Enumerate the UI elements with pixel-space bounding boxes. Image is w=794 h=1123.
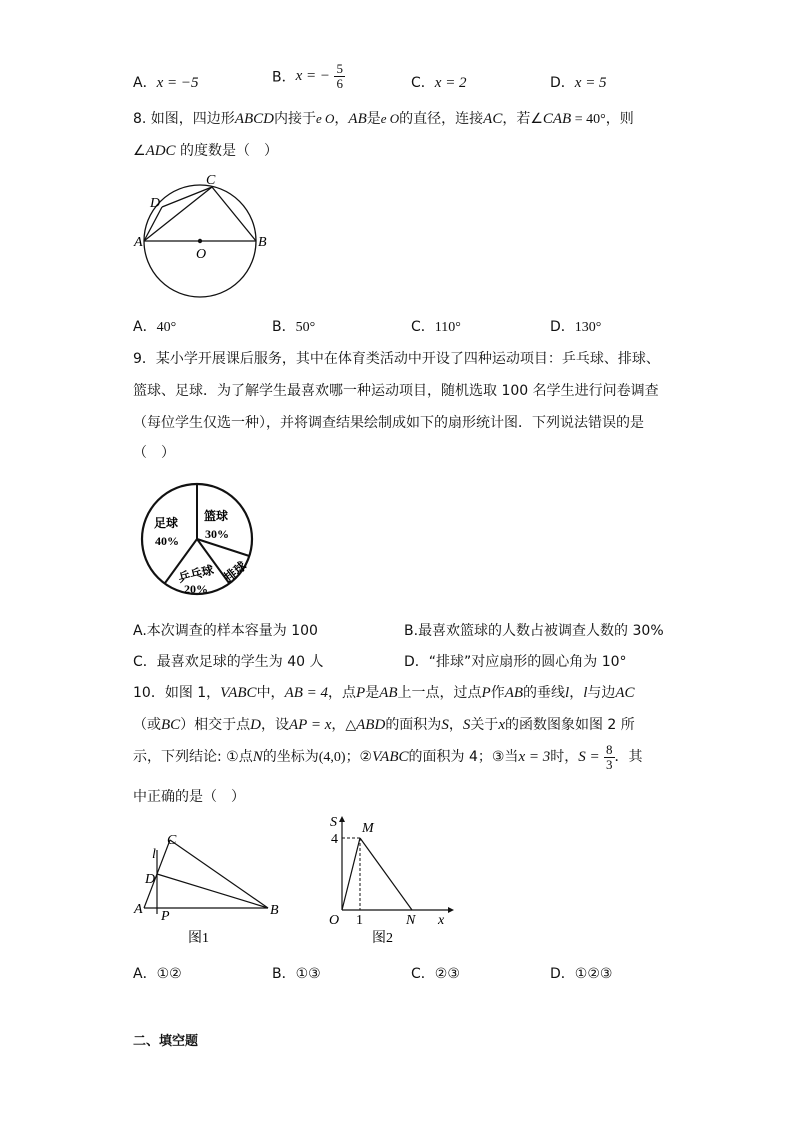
fig1-label-l: l <box>152 847 156 862</box>
fig2-label-x: x <box>438 913 445 928</box>
pie-boundary-排球 <box>197 539 249 556</box>
q7-option-d: D．x = 5 <box>550 75 607 91</box>
pie-label-football: 足球 <box>154 516 179 530</box>
q9-option-a: A.本次调查的样本容量为 100 <box>133 623 318 639</box>
q10-stem-line3: 示，下列结论: ①点N的坐标为(4,0)；②VABC的面积为 4；③当x = 3时，S = $\frac{8}{3}$ ．其 <box>133 741 643 772</box>
q7-option-a: A．x = −5 <box>133 75 199 91</box>
q8-option-d: D．130° <box>550 319 602 335</box>
q9-stem-line4: （ ） <box>133 445 175 461</box>
q8-stem-line1: 8. 如图，四边形ABCD内接于e O，AB是e O的直径，连接AC，若∠CAB = 40°，则 <box>133 111 634 127</box>
q10-option-d: D．①②③ <box>550 966 613 982</box>
fig2-label-1: 1 <box>356 913 363 928</box>
q9-stem-line3: （每位学生仅选一种），并将调查结果绘制成如下的扇形统计图．下列说法错误的是 <box>133 415 644 431</box>
pie-label-pingpong: 乒乓球 <box>176 562 216 586</box>
q9-stem-line2: 篮球、足球．为了解学生最喜欢哪一种运动项目，随机选取 100 名学生进行问卷调查 <box>133 383 659 399</box>
q10-stem-line2: （或BC）相交于点D，设AP = x，△ABD的面积为S，S关于x的函数图象如图 2 所 <box>133 717 635 733</box>
q10-figure-2 <box>320 812 460 950</box>
pie-label-basketball: 篮球 <box>204 509 229 523</box>
fig2-segment-om <box>342 838 360 910</box>
section-title-fill-in: 二、填空题 <box>133 1034 199 1049</box>
q10-option-c: C．②③ <box>411 966 460 982</box>
fig2-x-arrow <box>448 907 454 913</box>
fig2-caption: 图2 <box>372 931 393 946</box>
fig1-label-d: D <box>145 872 156 887</box>
pie-value-pingpong: 20% <box>184 582 208 596</box>
q9-option-b: B.最喜欢篮球的人数占被调查人数的 30% <box>404 623 664 639</box>
fig1-label-a: A <box>134 902 143 917</box>
q8-circle-figure <box>130 172 280 302</box>
fig2-label-s: S <box>330 815 337 830</box>
pie-value-football: 40% <box>155 534 179 548</box>
q8-option-a: A．40° <box>133 319 177 335</box>
q10-stem-line4: 中正确的是（ ） <box>133 789 245 805</box>
fig2-label-m: M <box>362 821 374 836</box>
fig1-label-b: B <box>270 903 279 918</box>
q7-fraction: $\frac{5}{6}$ <box>336 61 343 91</box>
q10-stem-line1: 10．如图 1，VABC中，AB = 4，点P是AB上一点，过点P作AB的垂线l，l与边AC <box>133 685 635 701</box>
q8-stem-line2: ∠ADC 的度数是（ ） <box>133 143 279 159</box>
q10-figure-1 <box>130 828 290 950</box>
fig1-caption: 图1 <box>188 931 209 946</box>
fig1-label-p: P <box>161 909 170 924</box>
fig2-label-o: O <box>329 913 340 928</box>
label-o: O <box>196 247 207 262</box>
center-dot <box>198 239 202 243</box>
pie-value-basketball: 30% <box>205 527 229 541</box>
fig2-label-n: N <box>406 913 416 928</box>
q10-option-a: A．①② <box>133 966 182 982</box>
fig2-label-4: 4 <box>331 832 338 847</box>
fig1-label-c: C <box>167 833 177 848</box>
segment-dc <box>162 187 212 207</box>
q9-pie-chart <box>138 482 260 600</box>
q7-option-b: B．x = − $\frac{5}{6}$ <box>272 61 343 91</box>
fig1-segment-cb <box>170 840 268 908</box>
q9-option-d: D．“排球”对应扇形的圆心角为 10° <box>404 654 627 670</box>
q8-option-b: B．50° <box>272 319 316 335</box>
label-a: A <box>134 235 143 250</box>
q7-option-c: C．x = 2 <box>411 75 467 91</box>
label-c: C <box>206 173 216 188</box>
q10-option-b: B．①③ <box>272 966 321 982</box>
q9-stem-line1: 9．某小学开展课后服务，其中在体育类活动中开设了四种运动项目：乒乓球、排球、 <box>133 351 660 367</box>
pie-label-volleyball: 排球 <box>221 558 250 585</box>
label-d: D <box>150 196 161 211</box>
fig2-segment-mn <box>360 838 412 910</box>
q10-fraction: $\frac{8}{3}$ <box>606 741 613 772</box>
q9-option-c: C．最喜欢足球的学生为 40 人 <box>133 654 324 670</box>
fig1-segment-db <box>157 874 268 908</box>
label-b: B <box>258 235 267 250</box>
q8-option-c: C．110° <box>411 319 461 335</box>
fig2-y-arrow <box>339 816 345 822</box>
